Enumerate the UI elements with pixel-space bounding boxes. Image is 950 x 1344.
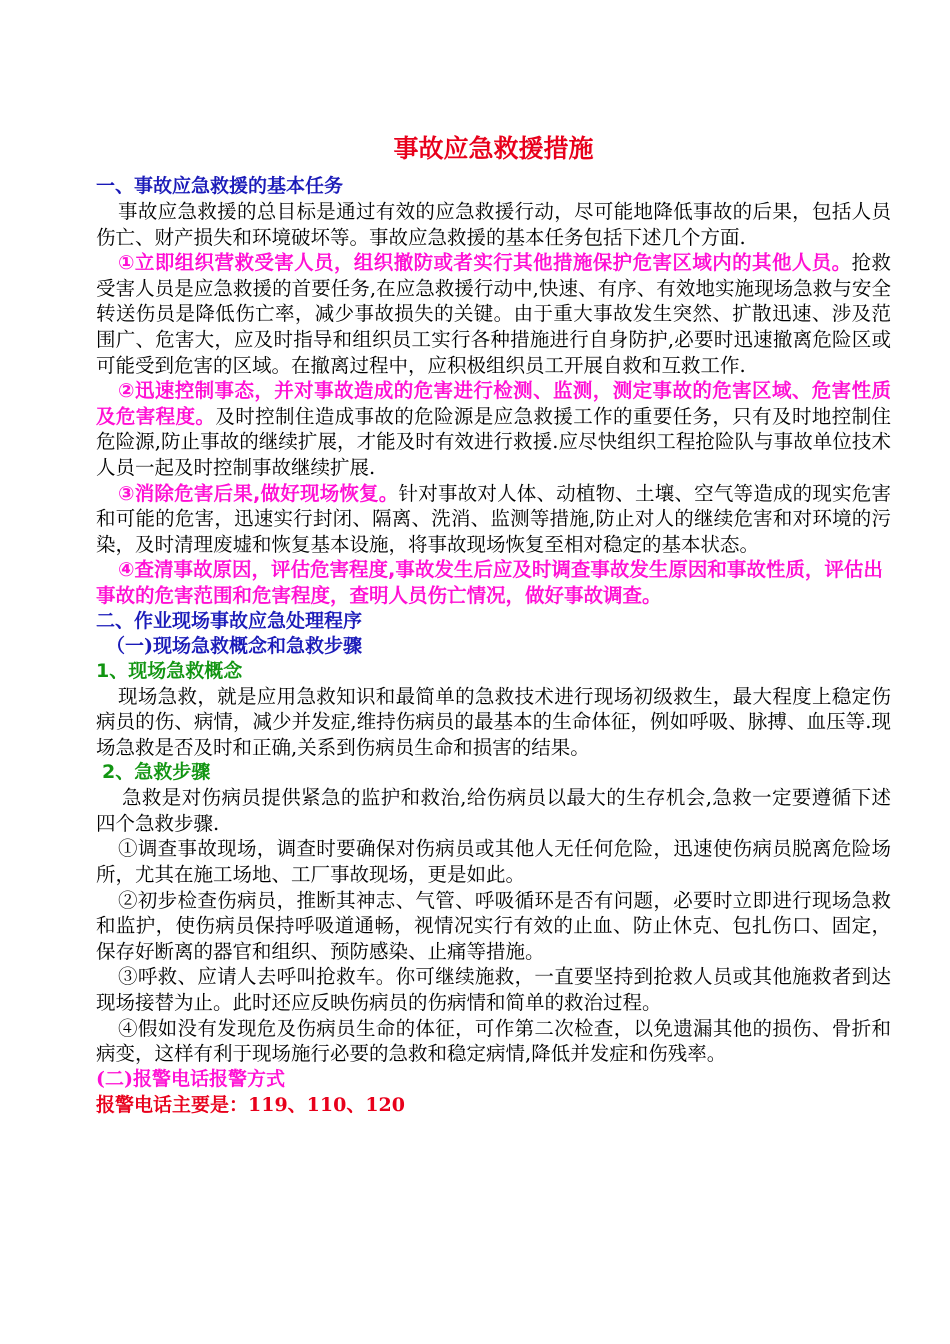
task-item-3-lead: ③消除危害后果,做好现场恢复。	[118, 481, 399, 505]
subsection-1-heading: （一)现场急救概念和急救步骤	[106, 634, 362, 657]
task-item-2-lead: ②迅速控制事态，并对事故造成的危害进行检测、监测，测定事故的危害区域、危害性质及危害程度。	[96, 379, 891, 428]
step-2: ②初步检查伤病员，推断其神志、气管、呼吸循环是否有问题，必要时立即进行现场急救和监护，使伤病员保持呼吸道通畅，视情况实行有效的止血、防止休克、包扎伤口、固定，保存好断离的器官和组织、预防感染、止痛等措施。	[96, 888, 891, 963]
concept-text: 现场急救，就是应用急救知识和最简单的急救技术进行现场初级救生，最大程度上稳定伤病员的伤、病情，减少并发症,维持伤病员的最基本的生命体征，例如呼吸、脉搏、血压等.现场急救是否及时和正确,关系到伤病员生命和损害的结果。	[96, 684, 891, 759]
task-item-2-body: 及时控制住造成事故的危险源是应急救援工作的重要任务，只有及时地控制住危险源,防止事故的继续扩展，才能及时有效进行救援.应尽快组织工程抢险队与事故单位技术人员一起及时控制事故继续扩展.	[96, 404, 891, 479]
task-item-1-lead: ①立即组织营救受害人员，组织撤防或者实行其他措施保护危害区域内的其他人员。	[118, 251, 852, 275]
emergency-phones: 报警电话主要是：119、110、120	[96, 1093, 405, 1116]
section-2-heading: 二、作业现场事故应急处理程序	[96, 609, 363, 632]
task-item-1-body: 抢救受害人员是应急救援的首要任务,在应急救援行动中,快速、有序、有效地实施现场急救与安全转送伤员是降低伤亡率，减少事故损失的关键。由于重大事故发生突然、扩散迅速、涉及范围广、危害大，应及时指导和组织员工实行各种措施进行自身防护,必要时迅速撤离危险区或可能受到危害的区域。在撤离过程中，应积极组织员工开展自救和互救工作.	[96, 251, 891, 377]
concept-heading: 1、现场急救概念	[96, 659, 243, 682]
task-item-3-body: 针对事故对人体、动植物、土壤、空气等造成的现实危害和可能的危害，迅速实行封闭、隔离、洗消、监测等措施,防止对人的继续危害和对环境的污染，及时清理废墟和恢复基本设施，将事故现场恢复至相对稳定的基本状态。	[96, 481, 891, 556]
document-page	[96, 128, 891, 1119]
step-1: ①调查事故现场，调查时要确保对伤病员或其他人无任何危险，迅速使伤病员脱离危险场所，尤其在施工场地、工厂事故现场，更是如此。	[96, 837, 891, 887]
page-title: 事故应急救援措施	[393, 134, 594, 163]
task-item-3	[96, 481, 891, 558]
step-4: ④假如没有发现危及伤病员生命的体征，可作第二次检查，以免遗漏其他的损伤、骨折和病变，这样有利于现场施行必要的急救和稳定病情,降低并发症和伤残率。	[96, 1016, 891, 1066]
task-item-4: ④查清事故原因，评估危害程度,事故发生后应及时调查事故发生原因和事故性质，评估出事故的危害范围和危害程度，查明人员伤亡情况，做好事故调查。	[96, 558, 883, 607]
step-3: ③呼救、应请人去呼叫抢救车。你可继续施救，一直要坚持到抢救人员或其他施救者到达现场接替为止。此时还应反映伤病员的伤病情和简单的救治过程。	[96, 965, 891, 1015]
task-item-2	[96, 378, 891, 480]
section-1-intro: 事故应急救援的总目标是通过有效的应急救援行动，尽可能地降低事故的后果，包括人员伤亡、财产损失和环境破坏等。事故应急救援的基本任务包括下述几个方面.	[96, 200, 891, 249]
steps-intro: 急救是对伤病员提供紧急的监护和救治,给伤病员以最大的生存机会,急救一定要遵循下述四个急救步骤.	[96, 786, 891, 835]
task-item-1	[96, 250, 891, 378]
section-1-heading: 一、事故应急救援的基本任务	[96, 175, 344, 197]
steps-heading: 2、急救步骤	[102, 761, 211, 784]
subsection-2-heading: (二)报警电话报警方式	[96, 1067, 285, 1090]
